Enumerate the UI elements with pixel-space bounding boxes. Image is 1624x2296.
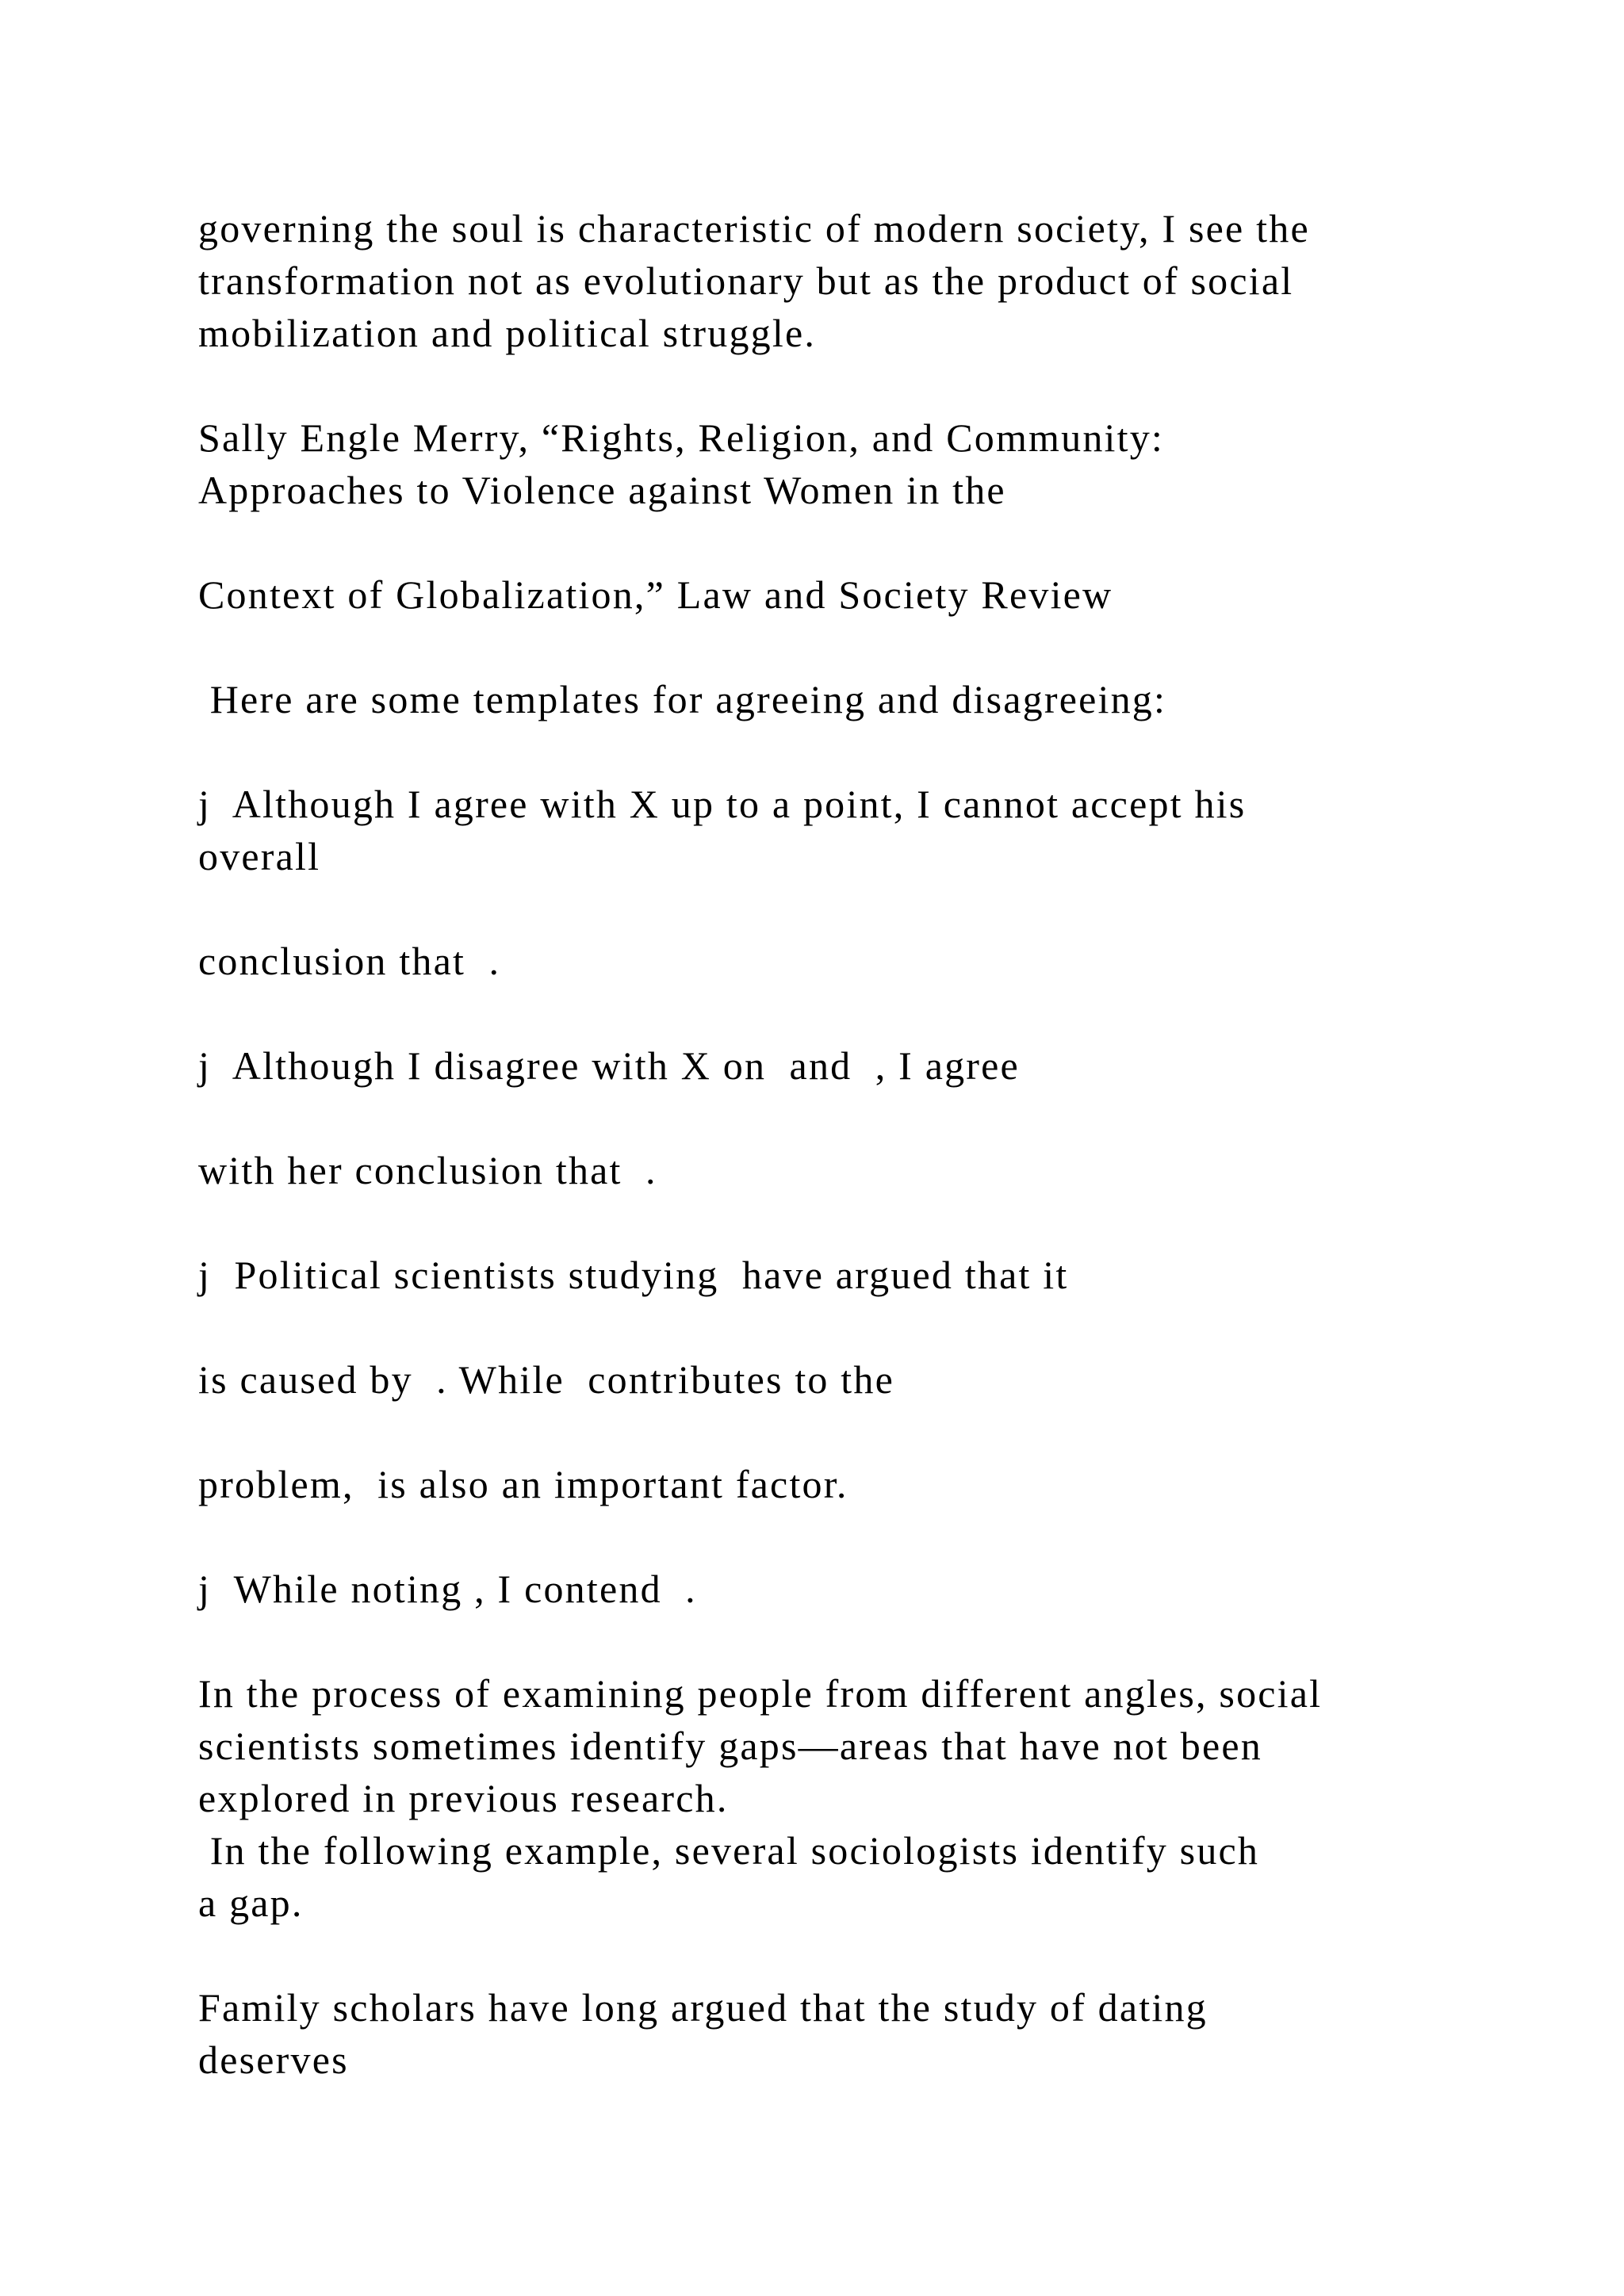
text-line: a gap.: [198, 1881, 304, 1925]
text-line: deserves: [198, 2038, 349, 2082]
template-line: j Although I disagree with X on and , I agree: [198, 1043, 1020, 1088]
template-line: j While noting , I contend .: [198, 1567, 697, 1611]
template-line: is caused by . While contributes to the: [198, 1357, 894, 1402]
citation-line: Context of Globalization,” Law and Society Review: [198, 572, 1113, 617]
text-line: Family scholars have long argued that the study of dating: [198, 1985, 1208, 2030]
text-line: Here are some templates for agreeing and disagreeing:: [198, 677, 1167, 721]
template-line: overall: [198, 834, 321, 878]
text-line: mobilization and political struggle.: [198, 311, 817, 355]
text-line: In the process of examining people from different angles, social: [198, 1671, 1323, 1716]
template-line: conclusion that .: [198, 939, 501, 983]
text-line: scientists sometimes identify gaps—areas that have not been: [198, 1724, 1262, 1768]
template-line: problem, is also an important factor.: [198, 1462, 848, 1506]
template-line: j Although I agree with X up to a point, I cannot accept his: [198, 782, 1247, 826]
text-line: transformation not as evolutionary but as the product of social: [198, 258, 1294, 303]
citation-line: Approaches to Violence against Women in the: [198, 468, 1006, 512]
text-line: explored in previous research.: [198, 1776, 729, 1820]
citation-line: Sally Engle Merry, “Rights, Religion, and Community:: [198, 415, 1165, 460]
text-line: governing the soul is characteristic of modern society, I see the: [198, 206, 1310, 251]
template-line: with her conclusion that .: [198, 1148, 657, 1192]
template-line: j Political scientists studying have argued that it: [198, 1253, 1069, 1297]
text-line: In the following example, several sociologists identify such: [198, 1828, 1260, 1873]
